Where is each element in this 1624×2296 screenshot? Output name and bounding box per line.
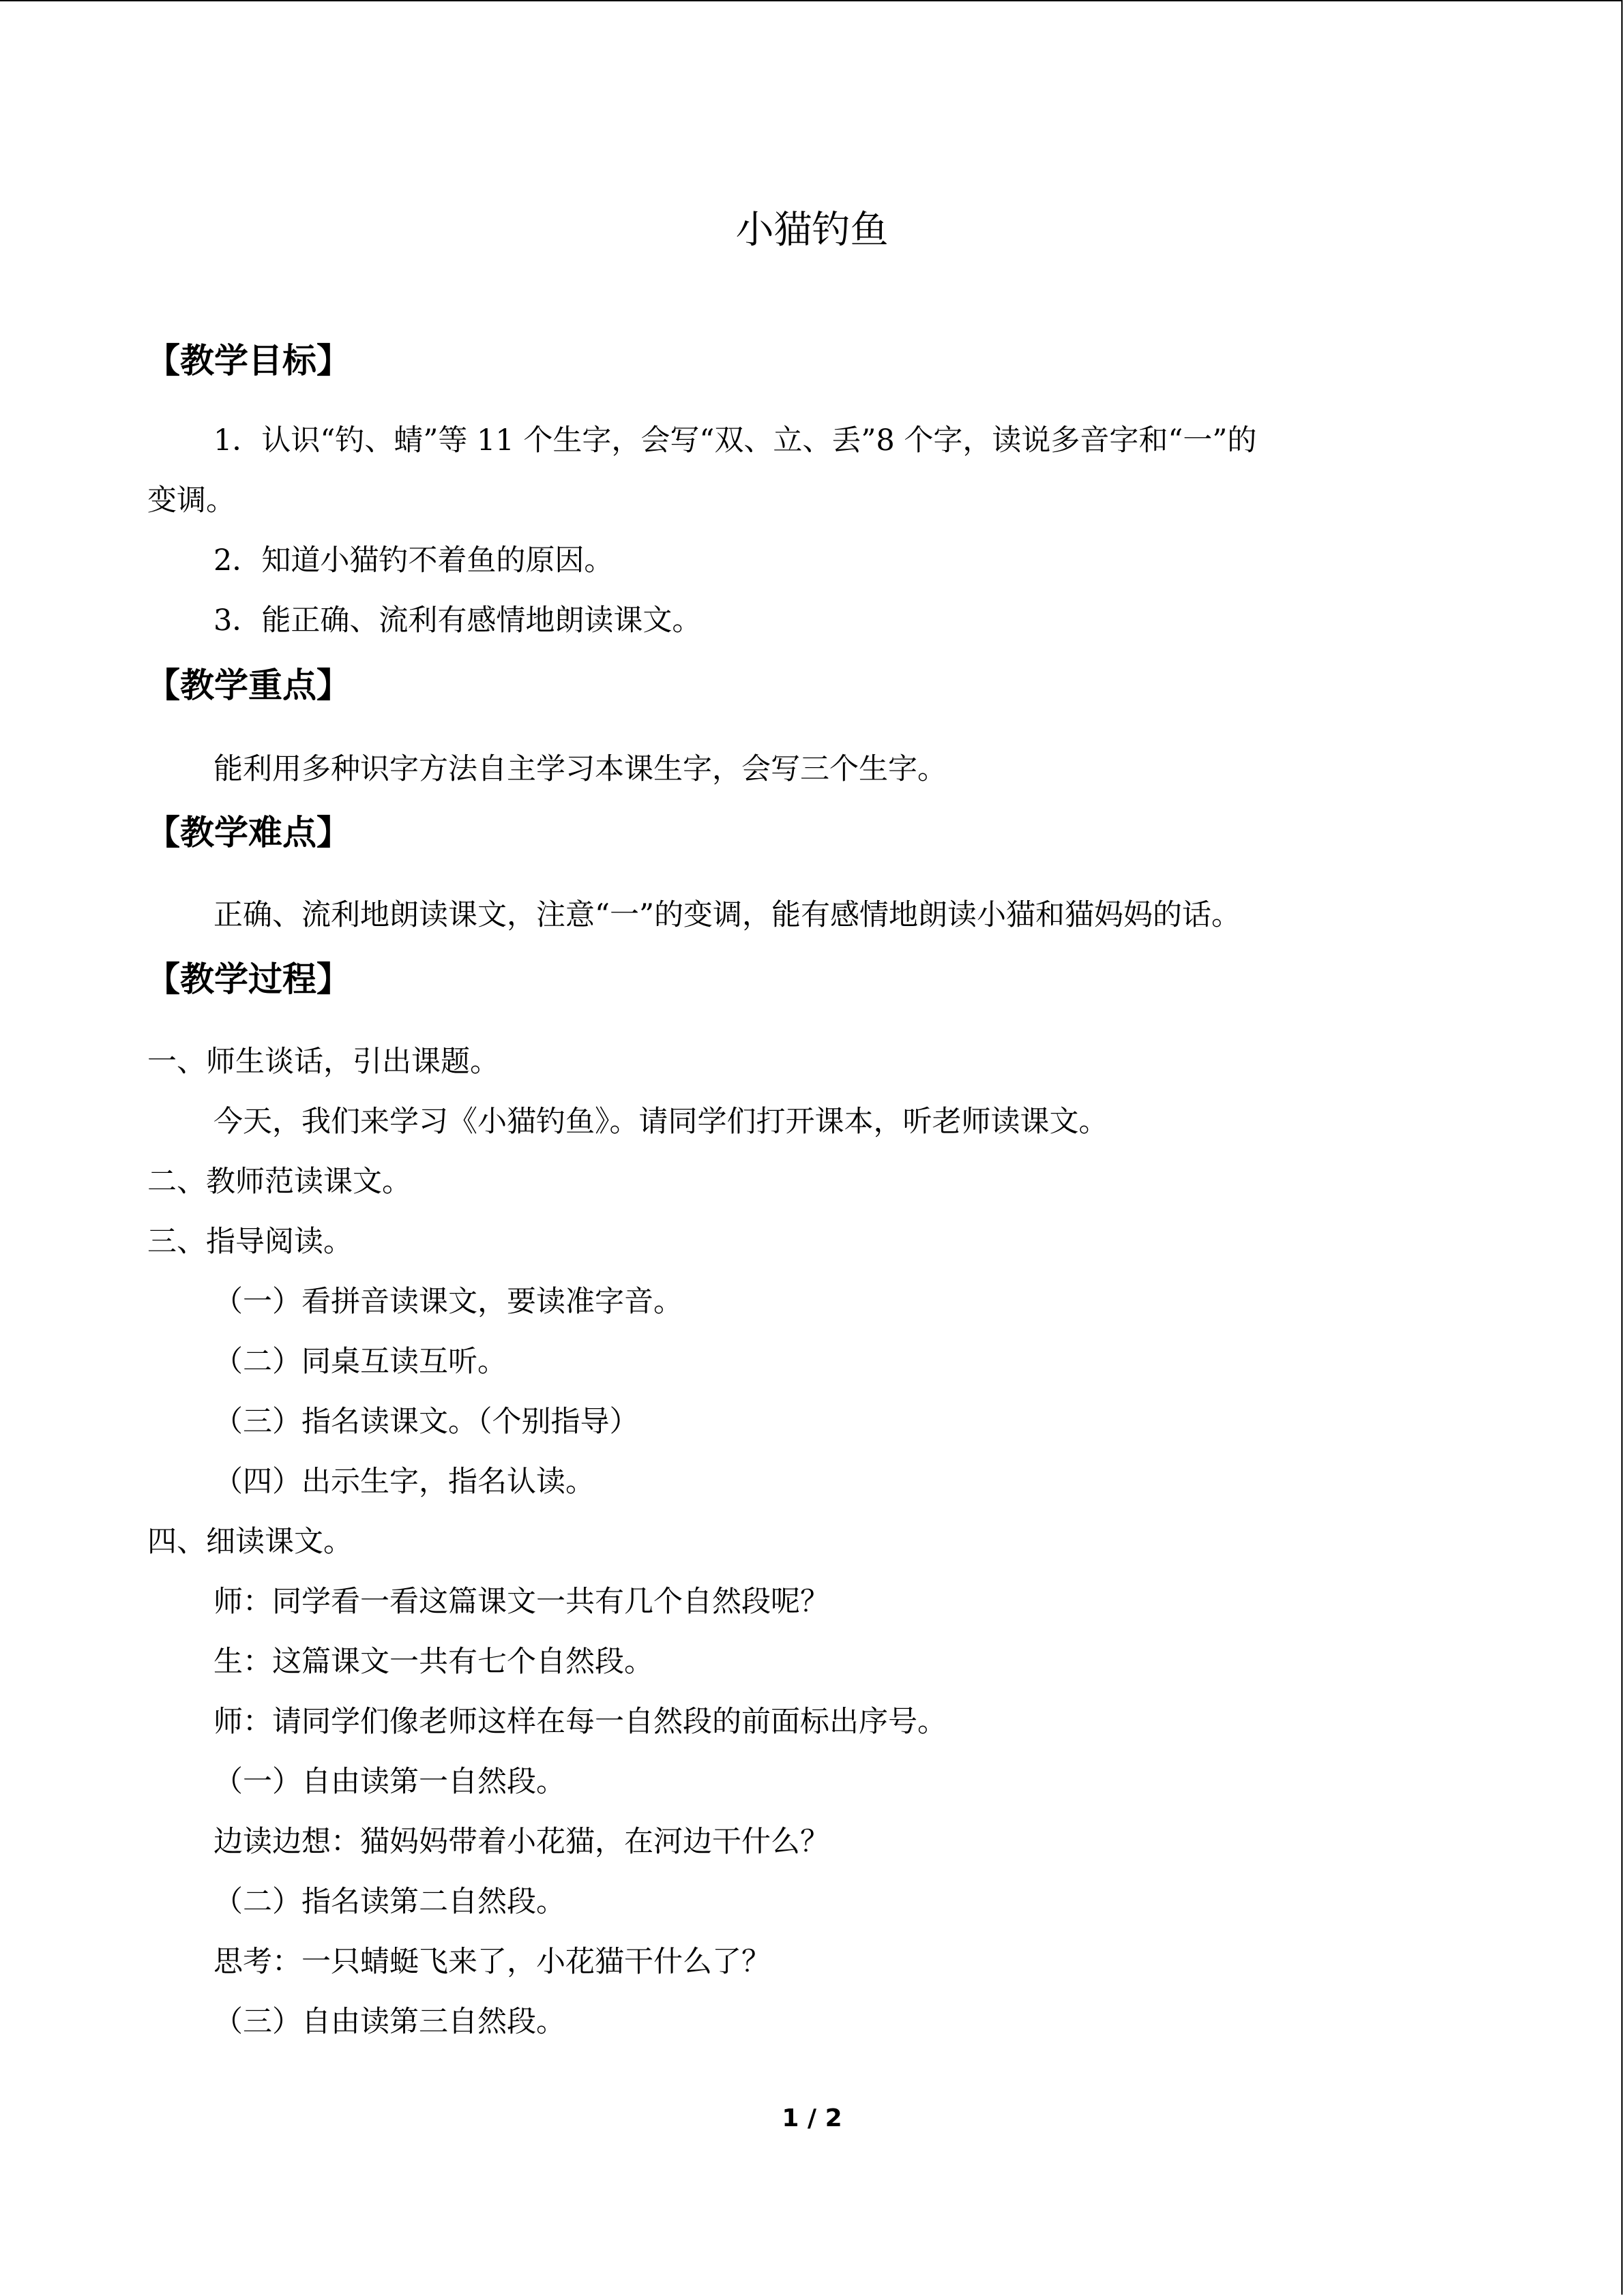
process-line: 师：请同学们像老师这样在每一自然段的前面标出序号。	[213, 1705, 947, 1739]
section-heading-difficulties: 【教学难点】	[146, 813, 351, 852]
process-line: （一）自由读第一自然段。	[213, 1765, 565, 1799]
goal-item-2: 2．知道小猫钓不着鱼的原因。	[213, 543, 614, 578]
process-line: （一）看拼音读课文，要读准字音。	[213, 1285, 683, 1319]
section-heading-goals: 【教学目标】	[146, 341, 351, 381]
process-line: 二、教师范读课文。	[147, 1165, 411, 1199]
process-line: （二）同桌互读互听。	[213, 1345, 507, 1379]
process-line: 四、细读课文。	[147, 1525, 353, 1559]
goal-item-3: 3．能正确、流利有感情地朗读课文。	[213, 603, 702, 638]
page-number: 1 / 2	[782, 2104, 842, 2132]
process-line: （三）自由读第三自然段。	[213, 2005, 565, 2039]
process-line: 思考：一只蜻蜓飞来了，小花猫干什么了？	[213, 1945, 771, 1979]
page-title: 小猫钓鱼	[735, 208, 889, 252]
process-line: （四）出示生字，指名认读。	[213, 1465, 595, 1499]
process-line: （二）指名读第二自然段。	[213, 1885, 565, 1919]
process-line: 今天，我们来学习《小猫钓鱼》。请同学们打开课本，听老师读课文。	[213, 1105, 1108, 1139]
process-line: （三）指名读课文。（个别指导）	[213, 1405, 639, 1439]
section-heading-process: 【教学过程】	[146, 959, 351, 999]
process-line: 三、指导阅读。	[147, 1225, 353, 1259]
process-line: 师：同学看一看这篇课文一共有几个自然段呢？	[213, 1585, 829, 1619]
goal-item-1-line-1: 1．认识“钓、蜻”等 11 个生字，会写“双、立、丢”8 个字，读说多音字和“一”的	[213, 423, 1257, 458]
process-line: 一、师生谈话，引出课题。	[147, 1045, 499, 1079]
section-heading-key-points: 【教学重点】	[146, 666, 351, 705]
process-line: 生：这篇课文一共有七个自然段。	[213, 1645, 653, 1679]
key-points-text: 能利用多种识字方法自主学习本课生字，会写三个生字。	[213, 752, 947, 786]
difficulties-text: 正确、流利地朗读课文，注意“一”的变调，能有感情地朗读小猫和猫妈妈的话。	[213, 898, 1241, 932]
goal-item-1-line-2: 变调。	[147, 483, 235, 518]
process-line: 边读边想：猫妈妈带着小花猫，在河边干什么？	[213, 1825, 829, 1859]
